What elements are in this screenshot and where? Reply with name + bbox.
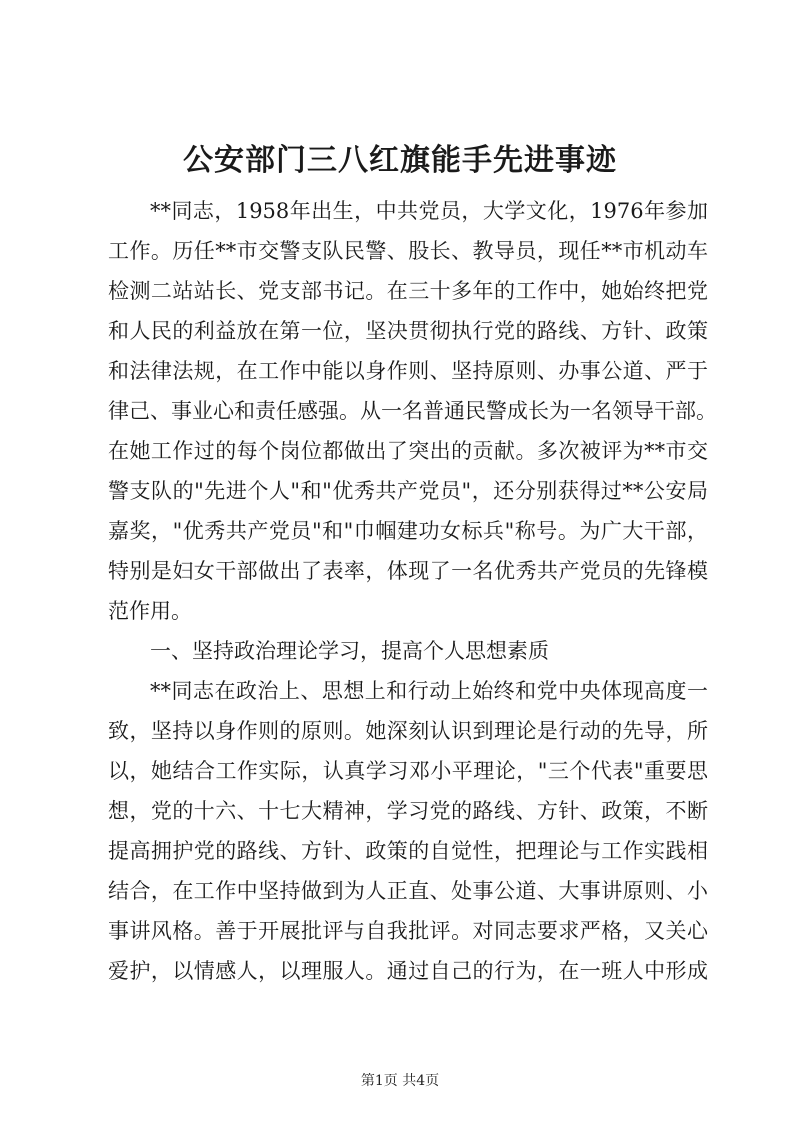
body-line: 事讲风格。善于开展批评与自我批评。对同志要求严格，又关心: [108, 919, 708, 943]
body-line: 提高拥护党的路线、方针、政策的自觉性，把理论与工作实践相: [108, 839, 708, 863]
body-line: 特别是妇女干部做出了表率，体现了一名优秀共产党员的先锋模: [108, 559, 708, 583]
body-line: 结合，在工作中坚持做到为人正直、处事公道、大事讲原则、小: [108, 879, 708, 903]
page-footer: 第1页 共4页: [360, 1073, 440, 1089]
body-line: 以，她结合工作实际，认真学习邓小平理论，"三个代表"重要思: [108, 759, 708, 783]
body-line: 致，坚持以身作则的原则。她深刻认识到理论是行动的先导，所: [108, 719, 708, 743]
body-line: 工作。历任**市交警支队民警、股长、教导员，现任**市机动车: [108, 239, 708, 263]
body-line: 想，党的十六、十七大精神，学习党的路线、方针、政策，不断: [108, 799, 708, 823]
body-line: 范作用。: [108, 599, 192, 623]
body-line: 爱护，以情感人，以理服人。通过自己的行为，在一班人中形成: [108, 959, 708, 983]
body-line: **同志在政治上、思想上和行动上始终和党中央体现高度一: [150, 679, 708, 703]
body-line: 和人民的利益放在第一位，坚决贯彻执行党的路线、方针、政策: [108, 319, 708, 343]
body-line: **同志，1958年出生，中共党员，大学文化，1976年参加: [150, 199, 708, 223]
body-line: 嘉奖，"优秀共产党员"和"巾帼建功女标兵"称号。为广大干部，: [108, 519, 708, 543]
body-line: 检测二站站长、党支部书记。在三十多年的工作中，她始终把党: [108, 279, 708, 303]
body-line: 警支队的"先进个人"和"优秀共产党员"，还分别获得过**公安局: [108, 479, 708, 503]
body-line: 律己、事业心和责任感强。从一名普通民警成长为一名领导干部。: [108, 399, 717, 423]
body-line: 和法律法规，在工作中能以身作则、坚持原则、办事公道、严于: [108, 359, 708, 383]
document-title: 公安部门三八红旗能手先进事迹: [183, 143, 617, 178]
body-line: 在她工作过的每个岗位都做出了突出的贡献。多次被评为**市交: [108, 439, 708, 463]
section-heading: 一、坚持政治理论学习，提高个人思想素质: [150, 639, 549, 663]
